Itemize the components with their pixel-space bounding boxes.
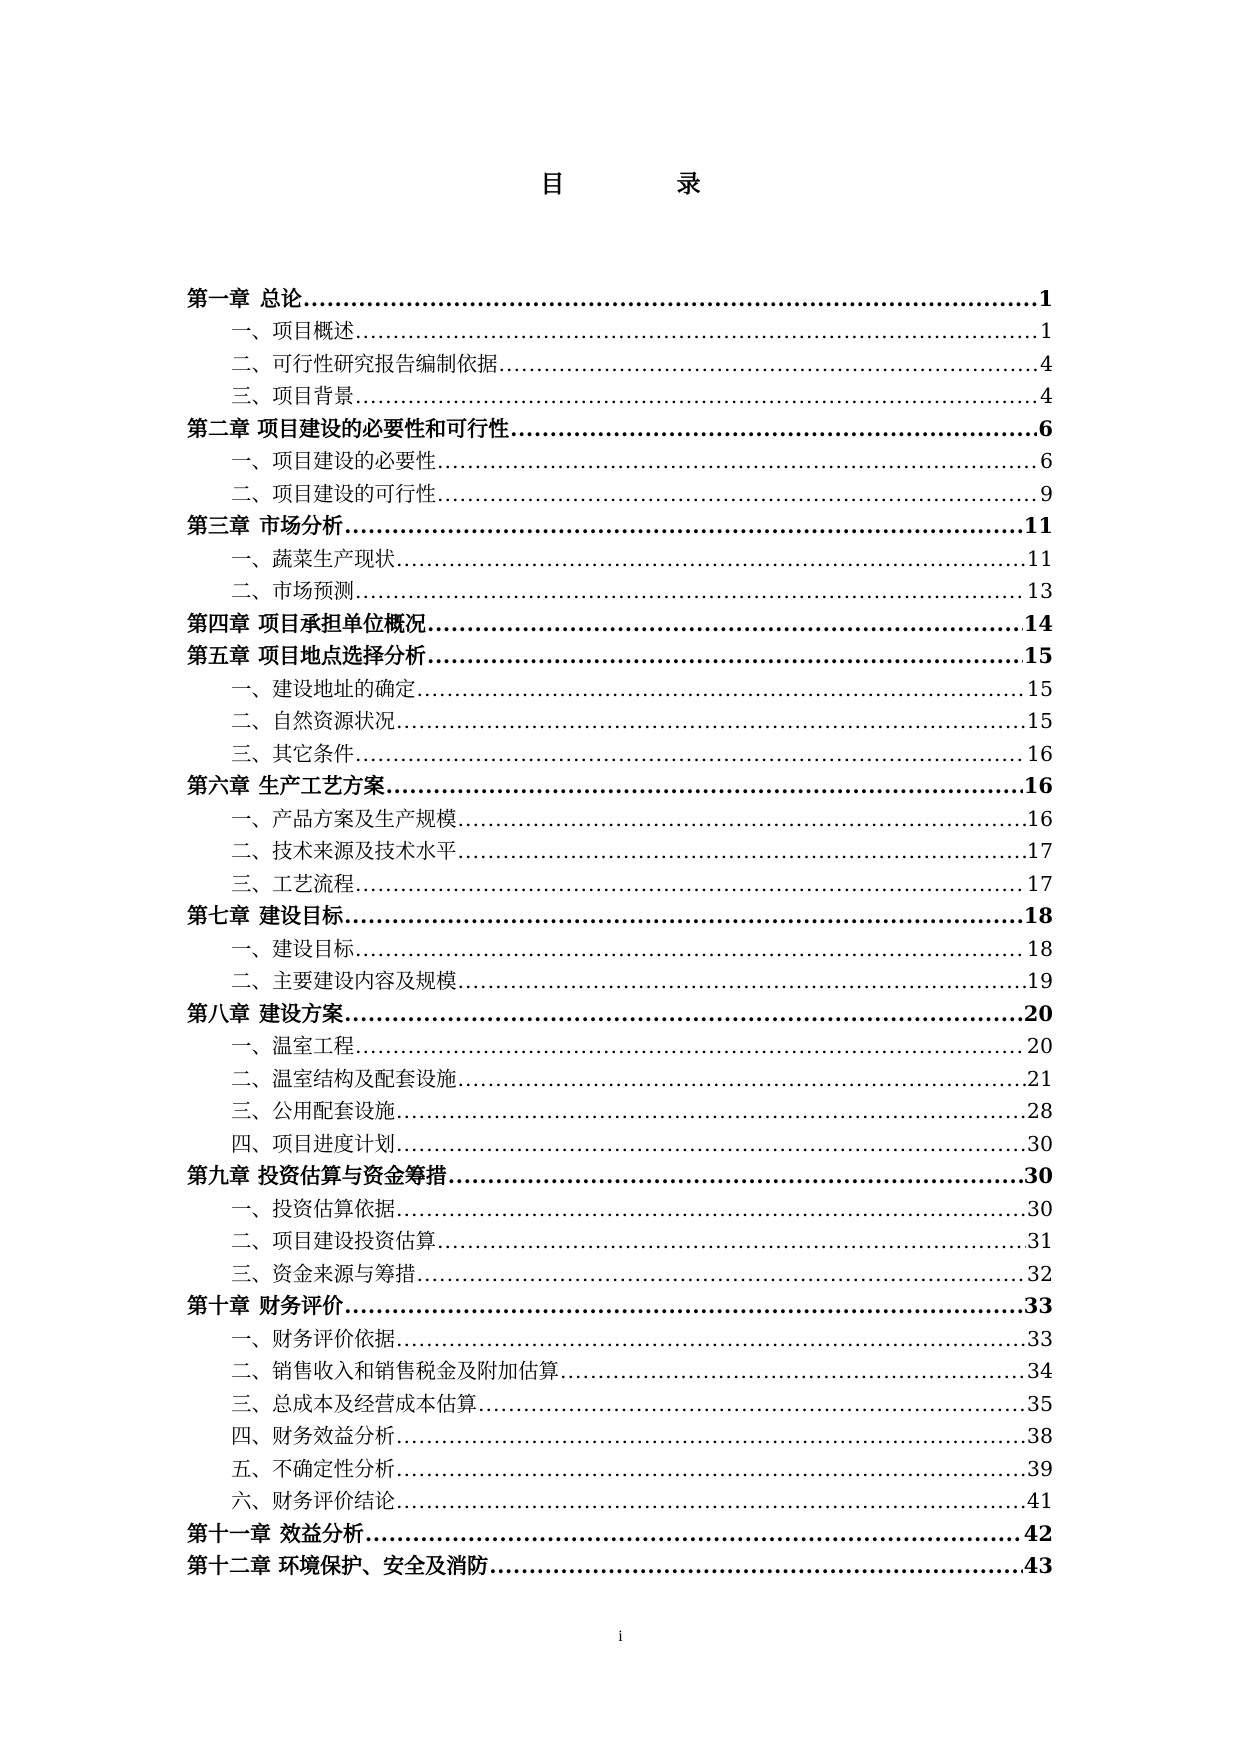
toc-page-number: 42 (1023, 1520, 1053, 1546)
toc-page-number: 16 (1026, 741, 1053, 766)
toc-section-entry[interactable] (187, 1223, 1053, 1256)
toc-page-number: 28 (1026, 1099, 1053, 1123)
toc-dot-leader (427, 642, 1023, 670)
toc-entry-title: 三、项目背景 (231, 384, 354, 408)
toc-dot-leader (396, 1422, 1026, 1450)
toc-dot-leader (355, 870, 1026, 898)
toc-page-number: 19 (1026, 969, 1053, 993)
toc-entry-title: 环境保护、安全及消防 (278, 1553, 489, 1578)
toc-section-entry[interactable] (187, 573, 1053, 606)
toc-entry-title: 项目承担单位概况 (258, 610, 427, 636)
toc-entry-title: 二、项目建设的可行性 (231, 481, 436, 506)
toc-section-entry[interactable] (187, 1125, 1053, 1158)
toc-dot-leader (396, 1097, 1026, 1125)
toc-page-number: 11 (1026, 546, 1053, 571)
toc-page-number: 17 (1026, 871, 1053, 896)
toc-chapter-number: 第二章 (187, 415, 250, 441)
toc-section-entry[interactable] (187, 1353, 1053, 1386)
toc-dot-leader (344, 1000, 1023, 1028)
toc-entry-title: 三、总成本及经营成本估算 (231, 1391, 477, 1416)
toc-section-entry[interactable] (187, 963, 1053, 996)
toc-chapter-number: 第六章 (187, 773, 250, 798)
toc-section-entry[interactable] (187, 1255, 1053, 1288)
toc-entry-title: 二、自然资源状况 (231, 709, 395, 733)
toc-page-number: 20 (1023, 1000, 1053, 1026)
toc-entry-title: 三、工艺流程 (231, 871, 354, 896)
toc-page-number: 35 (1026, 1391, 1053, 1416)
toc-dot-leader (344, 512, 1023, 540)
toc-dot-leader (427, 610, 1023, 638)
toc-entry-title: 一、蔬菜生产现状 (231, 546, 395, 571)
toc-entry-title: 一、项目概述 (231, 319, 354, 343)
toc-entry-title: 五、不确定性分析 (231, 1456, 395, 1481)
toc-dot-leader (344, 902, 1023, 930)
toc-entry-title: 二、销售收入和销售税金及附加估算 (231, 1359, 559, 1383)
toc-dot-leader (396, 545, 1026, 573)
toc-entry-title: 三、其它条件 (231, 741, 354, 766)
toc-chapter-number: 第七章 (187, 903, 250, 928)
toc-chapter-entry[interactable] (187, 1158, 1053, 1191)
toc-chapter-entry[interactable] (187, 280, 1053, 313)
toc-entry-title: 总论 (259, 285, 302, 311)
toc-page-number: 13 (1026, 579, 1053, 603)
toc-dot-leader (396, 707, 1026, 735)
toc-entry-title: 生产工艺方案 (258, 773, 385, 798)
toc-dot-leader (355, 740, 1026, 768)
toc-dot-leader (489, 1552, 1023, 1580)
toc-dot-leader (396, 1195, 1026, 1223)
toc-section-entry[interactable] (187, 1483, 1053, 1516)
toc-page-number: 1 (1038, 285, 1053, 311)
toc-chapter-entry[interactable] (187, 410, 1053, 443)
toc-dot-leader (396, 1325, 1026, 1353)
toc-chapter-entry[interactable] (187, 638, 1053, 671)
toc-dot-leader (355, 1032, 1026, 1060)
toc-dot-leader (458, 1065, 1026, 1093)
toc-section-entry[interactable] (187, 313, 1053, 346)
toc-page-number: 33 (1023, 1293, 1053, 1318)
toc-dot-leader (458, 805, 1026, 833)
toc-page-number: 39 (1026, 1456, 1053, 1481)
toc-chapter-number: 第十二章 (187, 1553, 271, 1578)
toc-entry-title: 二、项目建设投资估算 (231, 1229, 436, 1253)
toc-section-entry[interactable] (187, 800, 1053, 833)
toc-dot-leader (417, 675, 1026, 703)
toc-page-number: 33 (1026, 1326, 1053, 1351)
toc-section-entry[interactable] (187, 930, 1053, 963)
toc-page-number: 9 (1039, 481, 1053, 506)
toc-page-number: 15 (1023, 643, 1053, 668)
toc-page-number: 16 (1026, 806, 1053, 831)
toc-entry-title: 三、资金来源与筹措 (231, 1261, 416, 1286)
toc-entry-title: 建设方案 (259, 1000, 344, 1026)
toc-dot-leader (355, 317, 1039, 345)
table-of-contents (187, 280, 1053, 1580)
toc-chapter-entry[interactable] (187, 508, 1053, 541)
toc-page-number: 1 (1039, 319, 1053, 343)
toc-page-number: 14 (1023, 610, 1053, 636)
toc-dot-leader (396, 1455, 1026, 1483)
toc-entry-title: 投资估算与资金筹措 (257, 1163, 447, 1188)
toc-page-number: 18 (1023, 903, 1053, 928)
toc-entry-title: 二、主要建设内容及规模 (231, 969, 457, 993)
toc-section-entry[interactable] (187, 345, 1053, 378)
toc-page-number: 30 (1026, 1131, 1053, 1156)
toc-dot-leader (510, 415, 1037, 443)
toc-page-number: 6 (1038, 415, 1053, 441)
toc-page-number: 21 (1026, 1066, 1053, 1091)
toc-entry-title: 效益分析 (279, 1520, 364, 1546)
toc-page-number: 20 (1026, 1034, 1053, 1058)
toc-chapter-number: 第三章 (187, 513, 250, 538)
toc-page-number: 16 (1023, 773, 1053, 798)
toc-page-number: 17 (1026, 839, 1053, 863)
toc-dot-leader (355, 577, 1026, 605)
toc-section-entry[interactable] (187, 670, 1053, 703)
toc-page-number: 41 (1026, 1489, 1053, 1513)
toc-section-entry[interactable] (187, 1093, 1053, 1126)
toc-entry-title: 一、财务评价依据 (231, 1326, 395, 1351)
toc-section-entry[interactable] (187, 443, 1053, 476)
toc-dot-leader (355, 382, 1039, 410)
toc-page-number: 30 (1026, 1196, 1053, 1221)
toc-entry-title: 项目地点选择分析 (258, 643, 427, 668)
toc-entry-title: 二、市场预测 (231, 579, 354, 603)
toc-section-entry[interactable] (187, 475, 1053, 508)
toc-chapter-number: 第四章 (187, 610, 250, 636)
toc-page-number: 30 (1023, 1163, 1053, 1188)
toc-page-number: 34 (1026, 1359, 1053, 1383)
toc-entry-title: 项目建设的必要性和可行性 (257, 415, 510, 441)
toc-section-entry[interactable] (187, 1450, 1053, 1483)
toc-page-number: 38 (1026, 1424, 1053, 1448)
toc-section-entry[interactable] (187, 1190, 1053, 1223)
toc-page-number: 4 (1039, 351, 1053, 376)
toc-entry-title: 一、项目建设的必要性 (231, 449, 436, 473)
page-number: i (618, 1628, 623, 1645)
toc-entry-title: 四、项目进度计划 (231, 1131, 395, 1156)
toc-page-number: 32 (1026, 1261, 1053, 1286)
toc-chapter-entry[interactable] (187, 605, 1053, 638)
toc-page-number: 31 (1026, 1229, 1053, 1253)
toc-page-number: 6 (1039, 449, 1053, 473)
toc-section-entry[interactable] (187, 1028, 1053, 1061)
toc-dot-leader (396, 1130, 1026, 1158)
toc-section-entry[interactable] (187, 1385, 1053, 1418)
toc-dot-leader (386, 772, 1023, 800)
toc-entry-title: 四、财务效益分析 (231, 1424, 395, 1448)
toc-chapter-entry[interactable] (187, 995, 1053, 1028)
toc-chapter-entry[interactable] (187, 1288, 1053, 1321)
toc-dot-leader (437, 480, 1039, 508)
toc-dot-leader (355, 935, 1026, 963)
toc-entry-title: 财务评价 (259, 1293, 344, 1318)
toc-entry-title: 一、建设目标 (231, 936, 354, 961)
toc-chapter-number: 第一章 (187, 285, 250, 311)
toc-entry-title: 一、产品方案及生产规模 (231, 806, 457, 831)
toc-chapter-entry[interactable] (187, 1548, 1053, 1581)
toc-section-entry[interactable] (187, 833, 1053, 866)
toc-entry-title: 一、温室工程 (231, 1034, 354, 1058)
toc-entry-title: 二、温室结构及配套设施 (231, 1066, 457, 1091)
toc-dot-leader (478, 1390, 1026, 1418)
toc-section-entry[interactable] (187, 540, 1053, 573)
toc-chapter-number: 第八章 (187, 1000, 250, 1026)
toc-dot-leader (448, 1162, 1023, 1190)
toc-section-entry[interactable] (187, 1060, 1053, 1093)
toc-entry-title: 建设目标 (259, 903, 344, 928)
toc-section-entry[interactable] (187, 378, 1053, 411)
toc-dot-leader (499, 350, 1039, 378)
page-title: 目 录 (540, 170, 753, 198)
toc-chapter-number: 第十章 (187, 1293, 250, 1318)
toc-dot-leader (458, 837, 1026, 865)
toc-page-number: 18 (1026, 936, 1053, 961)
toc-dot-leader (303, 285, 1037, 313)
toc-section-entry[interactable] (187, 735, 1053, 768)
toc-section-entry[interactable] (187, 1418, 1053, 1451)
toc-chapter-number: 第五章 (187, 643, 250, 668)
toc-chapter-entry[interactable] (187, 768, 1053, 801)
toc-section-entry[interactable] (187, 1320, 1053, 1353)
toc-dot-leader (458, 967, 1026, 995)
toc-chapter-number: 第十一章 (187, 1520, 271, 1546)
toc-dot-leader (437, 1227, 1026, 1255)
toc-page-number: 15 (1026, 676, 1053, 701)
toc-page-number: 15 (1026, 709, 1053, 733)
toc-entry-title: 六、财务评价结论 (231, 1489, 395, 1513)
toc-page-number: 11 (1023, 513, 1053, 538)
toc-page-number: 43 (1023, 1553, 1053, 1578)
toc-chapter-entry[interactable] (187, 1515, 1053, 1548)
toc-section-entry[interactable] (187, 865, 1053, 898)
toc-dot-leader (560, 1357, 1026, 1385)
toc-entry-title: 三、公用配套设施 (231, 1099, 395, 1123)
toc-entry-title: 一、投资估算依据 (231, 1196, 395, 1221)
toc-entry-title: 二、技术来源及技术水平 (231, 839, 457, 863)
toc-dot-leader (417, 1260, 1026, 1288)
toc-dot-leader (396, 1487, 1026, 1515)
toc-dot-leader (344, 1292, 1023, 1320)
toc-entry-title: 市场分析 (259, 513, 344, 538)
toc-chapter-entry[interactable] (187, 898, 1053, 931)
toc-entry-title: 一、建设地址的确定 (231, 676, 416, 701)
toc-page-number: 4 (1039, 384, 1053, 408)
toc-dot-leader (437, 447, 1039, 475)
toc-section-entry[interactable] (187, 703, 1053, 736)
toc-dot-leader (365, 1520, 1023, 1548)
toc-entry-title: 二、可行性研究报告编制依据 (231, 351, 498, 376)
toc-chapter-number: 第九章 (187, 1163, 250, 1188)
